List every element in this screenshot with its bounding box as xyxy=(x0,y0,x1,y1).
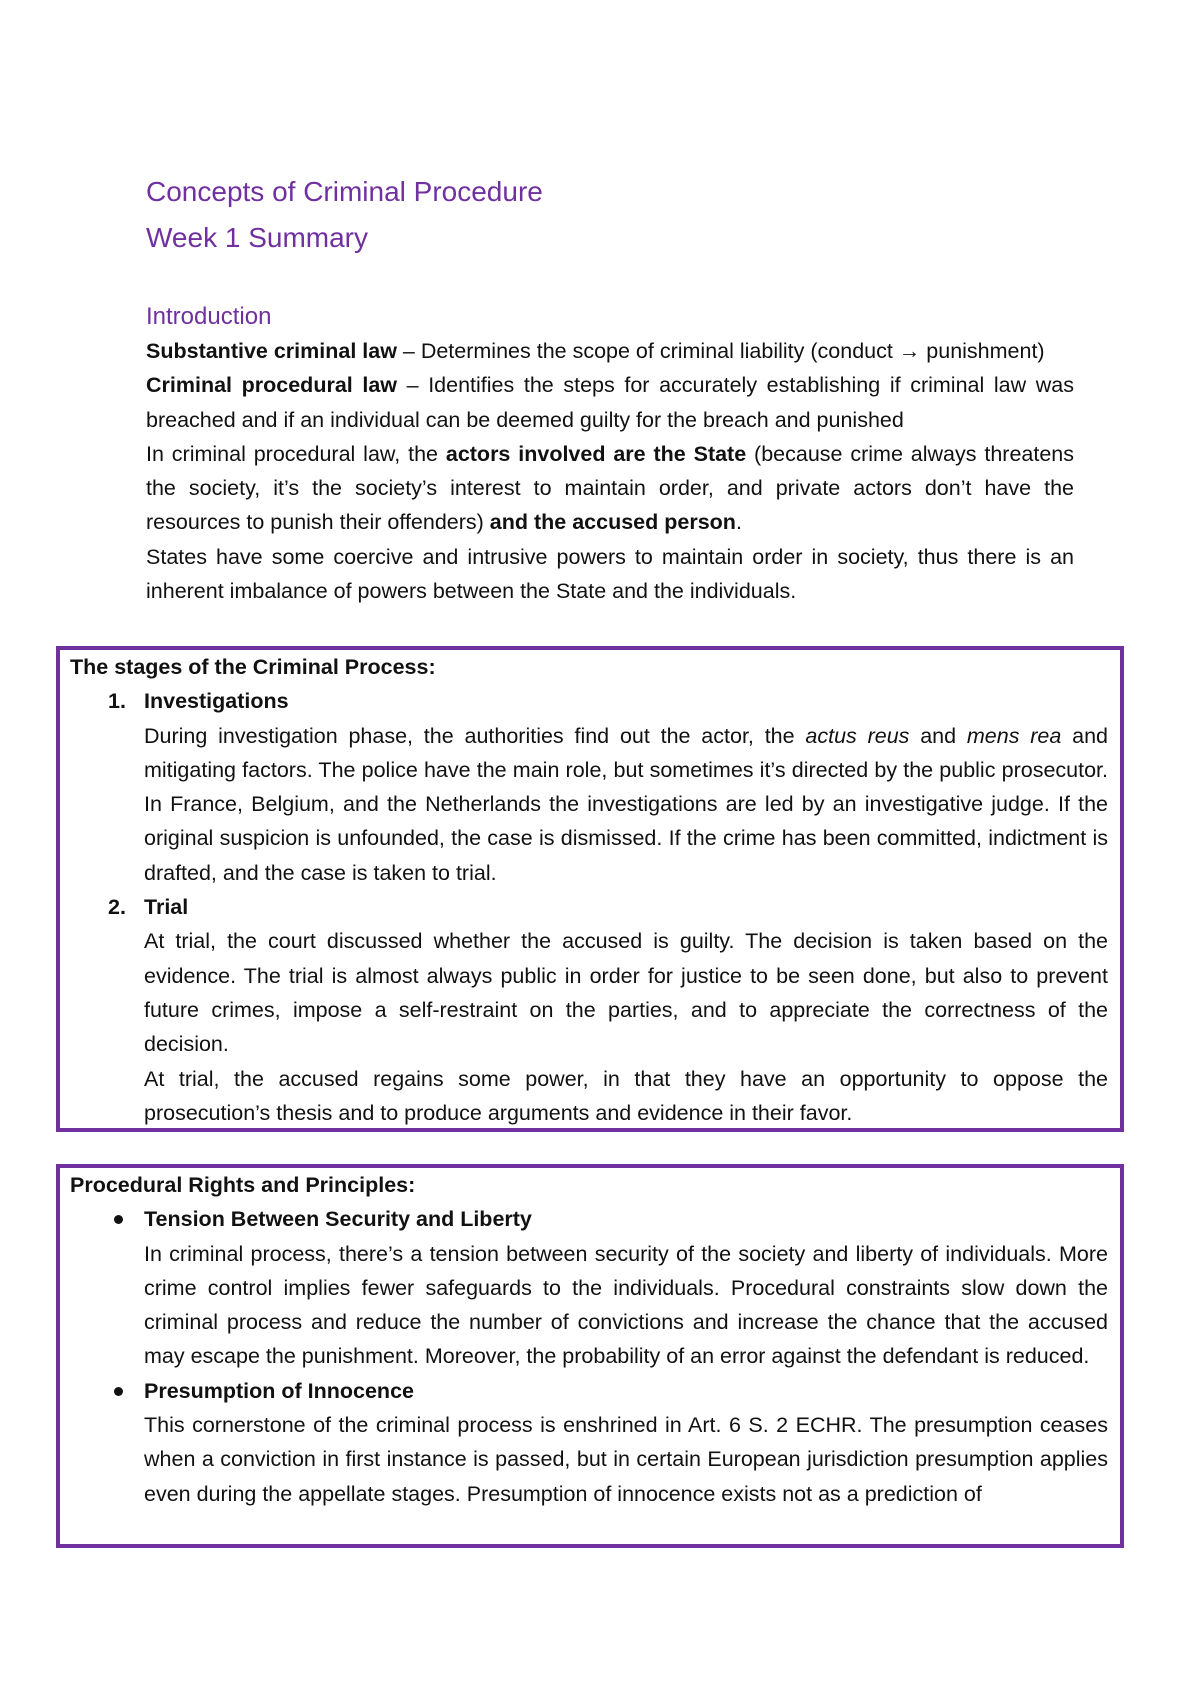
list-item xyxy=(70,1202,1108,1373)
list-item xyxy=(70,1374,1108,1511)
security-liberty-heading: Tension Between Security and Liberty xyxy=(144,1207,532,1232)
investigations-text-2: and xyxy=(909,723,967,748)
security-liberty-text: In criminal process, there’s a tension between security of the society and liberty of individuals. More crime control implies fewer safeguards to the individuals. Procedural constraints slow down the criminal process and reduce the number of convictions and increase the chance that the accused may escape the punishment. Moreover, the probability of an error against the defendant is reduced. xyxy=(144,1241,1108,1369)
investigations-text-3: and mitigating factors. The police have the main role, but sometimes it’s directed by the public prosecutor. In France, Belgium, and the Netherlands the investigations are led by an investigative judge. If the original suspicion is unfounded, the case is dismissed. If the crime has been committed, indictment is drafted, and the case is taken to trial. xyxy=(144,723,1108,885)
actors-text-1: In criminal procedural law, the xyxy=(146,441,446,466)
bullet-icon xyxy=(114,1387,123,1396)
substantive-law-paragraph xyxy=(146,334,1074,368)
rights-box xyxy=(56,1164,1124,1548)
list-number: 1. xyxy=(108,689,126,714)
introduction-section xyxy=(146,300,1074,608)
rights-box-title: Procedural Rights and Principles: xyxy=(70,1173,416,1197)
introduction-heading: Introduction xyxy=(146,303,272,330)
substantive-law-term: Substantive criminal law xyxy=(146,339,397,363)
trial-heading: Trial xyxy=(144,895,189,920)
powers-paragraph: States have some coercive and intrusive powers to maintain order in society, thus there is an inherent imbalance of powers between the State and the individuals. xyxy=(146,544,1074,604)
bullet-icon xyxy=(114,1215,123,1224)
actors-bold-2: and the accused person xyxy=(489,510,736,535)
stages-list xyxy=(70,684,1108,1130)
investigations-heading: Investigations xyxy=(144,689,289,714)
actus-reus-term: actus reus xyxy=(805,723,910,748)
investigations-text xyxy=(144,719,1108,890)
presumption-heading: Presumption of Innocence xyxy=(144,1378,414,1403)
investigations-text-1: During investigation phase, the authorities find out the actor, the xyxy=(144,723,806,748)
list-item xyxy=(70,684,1108,890)
document-title: Concepts of Criminal Procedure xyxy=(146,176,543,207)
list-item xyxy=(70,890,1108,1130)
stages-box-title: The stages of the Criminal Process: xyxy=(70,655,436,679)
list-number: 2. xyxy=(108,895,126,920)
mens-rea-term: mens rea xyxy=(966,723,1062,748)
substantive-law-definition: – Determines the scope of criminal liability (conduct → punishment) xyxy=(396,339,1045,363)
procedural-law-definition: – Identifies the steps for accurately establishing if criminal law was breached and if an individual can be deemed guilty for the breach and punished xyxy=(146,373,1074,432)
stages-box xyxy=(56,646,1124,1132)
procedural-law-term: Criminal procedural law xyxy=(146,373,398,398)
procedural-law-paragraph xyxy=(146,368,1074,437)
presumption-text: This cornerstone of the criminal process is enshrined in Art. 6 S. 2 ECHR. The presumption ceases when a conviction in first instance is passed, but in certain European jurisdiction presumption applies even during the appellate stages. Presumption of innocence exists not as a prediction of xyxy=(144,1413,1108,1506)
trial-text-1: At trial, the court discussed whether the accused is guilty. The decision is taken based on the evidence. The trial is almost always public in order for justice to be seen done, but also to prevent future crimes, impose a self-restraint on the parties, and to appreciate the correctness of the decision. xyxy=(144,929,1108,1057)
trial-text-2: At trial, the accused regains some power, in that they have an opportunity to oppose the prosecution’s thesis and to produce arguments and evidence in their favor. xyxy=(144,1066,1108,1125)
actors-paragraph xyxy=(146,437,1074,540)
actors-text-2: (because crime always threatens the society, it’s the society’s interest to maintain order, and private actors don’t have the resources to punish their offenders) xyxy=(146,441,1075,535)
document-subtitle: Week 1 Summary xyxy=(146,222,368,253)
actors-text-3: . xyxy=(735,510,742,535)
rights-list xyxy=(70,1202,1108,1511)
actors-bold-1: actors involved are the State xyxy=(445,441,747,466)
